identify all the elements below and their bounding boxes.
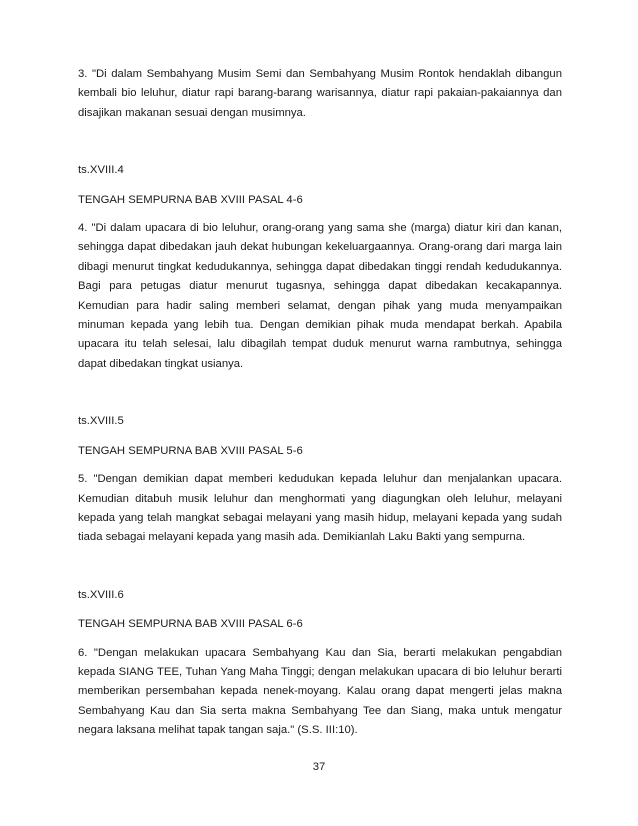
section-ref-xviii-5: ts.XVIII.5 — [78, 415, 124, 428]
section-heading-pasal-5: TENGAH SEMPURNA BAB XVIII PASAL 5-6 — [78, 444, 303, 457]
spacer — [78, 548, 562, 586]
spacer — [78, 432, 562, 442]
section-heading-pasal-6: TENGAH SEMPURNA BAB XVIII PASAL 6-6 — [78, 618, 303, 631]
paragraph-4: 4. "Di dalam upacara di bio leluhur, orang-orang yang sama she (marga) diatur kiri dan kanan, sehingga dapat dibedakan jauh dekat hubungan kekeluargaannya. Orang-orang dari marga lain dibagi menurut tingkat kedudukannya, sehingga dapat dibedakan tinggi rendah kedudukannya. Bagi para petugas diatur menurut tugasnya, sehingga dapat dibedakan kecakapannya. Kemudian para hadir saling memberi selamat, dengan pihak yang muda menyampaikan minuman kepada yang lebih tua. Dengan demikian pihak muda mendapat berkah. Apabila upacara itu telah selesai, lalu dibagilah tempat duduk menurut warna rambutnya, sehingga dapat dibedakan tingkat usianya. — [78, 222, 562, 370]
page-content — [78, 65, 562, 741]
section-ref-xviii-4: ts.XVIII.4 — [78, 164, 124, 177]
spacer — [78, 374, 562, 412]
spacer — [78, 210, 562, 219]
paragraph-3: 3. "Di dalam Sembahyang Musim Semi dan Sembahyang Musim Rontok hendaklah dibangun kembali bio leluhur, diatur rapi barang-barang warisannya, diatur rapi pakaian-pakaiannya dan disajikan makanan sesuai dengan musimnya. — [78, 68, 562, 119]
section-heading-pasal-4: TENGAH SEMPURNA BAB XVIII PASAL 4-6 — [78, 193, 303, 206]
spacer — [78, 635, 562, 644]
spacer — [78, 123, 562, 161]
spacer — [78, 181, 562, 191]
spacer — [78, 605, 562, 615]
paragraph-6: 6. "Dengan melakukan upacara Sembahyang Kau dan Sia, berarti melakukan pengabdian kepada SIANG TEE, Tuhan Yang Maha Tinggi; dengan melakukan upacara di bio leluhur berarti memberikan persembahan kepada nenek-moyang. Kalau orang dapat mengerti jelas makna Sembahyang Kau dan Sia serta makna Sembahyang Tee dan Siang, maka untuk mengatur negara laksana melihat tapak tangan saja." (S.S. III:10). — [78, 646, 562, 737]
section-ref-xviii-6: ts.XVIII.6 — [78, 588, 124, 601]
spacer — [78, 461, 562, 470]
page-number: 37 — [312, 761, 326, 773]
paragraph-5: 5. "Dengan demikian dapat memberi kedudukan kepada leluhur dan menjalankan upacara. Kemudian ditabuh musik leluhur dan menghormati yang diagungkan oleh leluhur, melayani kepada yang telah mangkat sebagai melayani yang masih hidup, melayani kepada yang sudah tiada sebagai melayani kepada yang masih ada. Demikianlah Laku Bakti yang sempurna. — [78, 473, 562, 544]
